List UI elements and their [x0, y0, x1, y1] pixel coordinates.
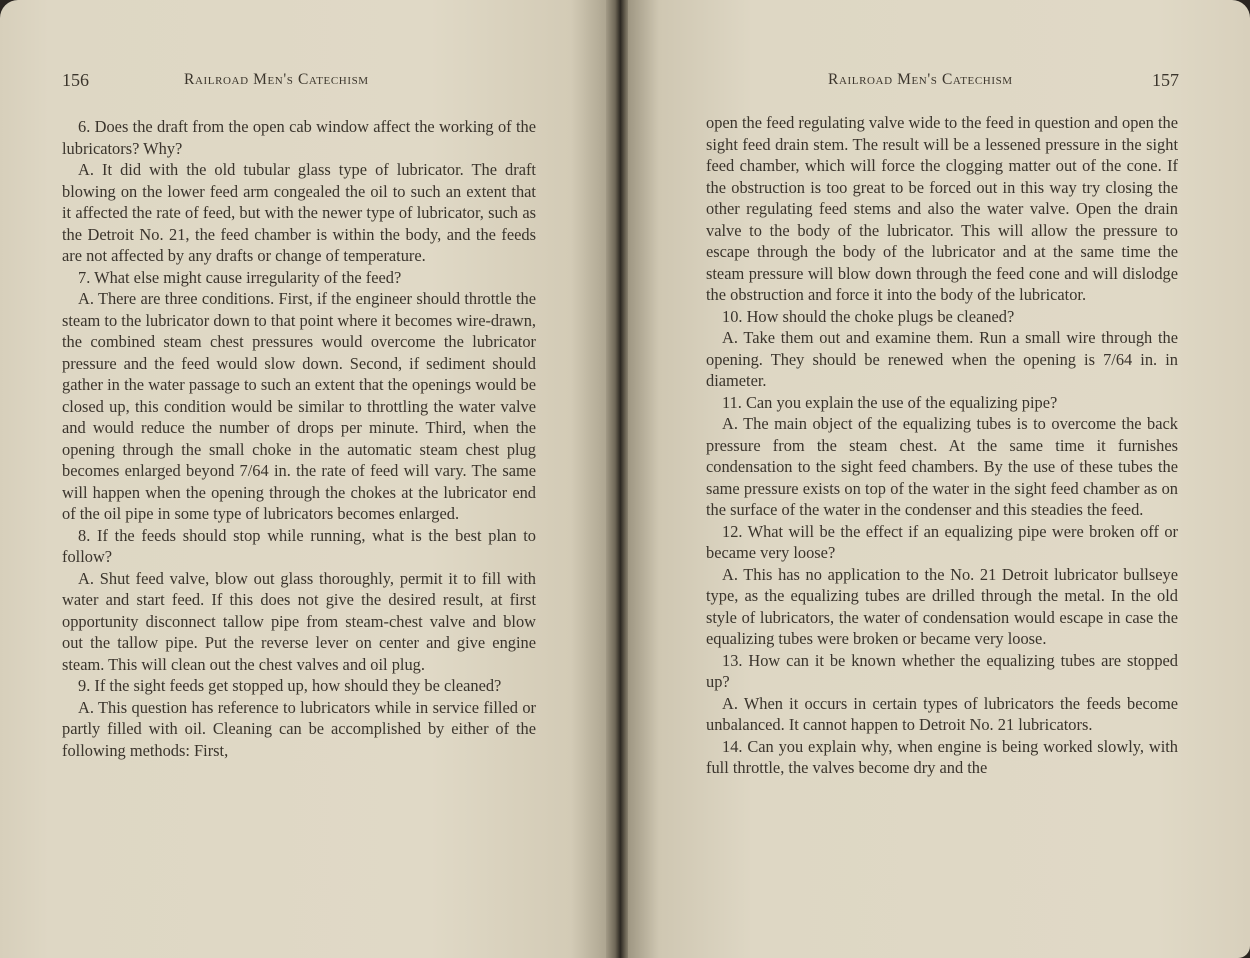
left-page — [0, 0, 614, 958]
right-page — [628, 0, 1250, 958]
paragraph: A. There are three conditions. First, if the engineer should throttle the steam to the lubricator down to that point where it becomes wire-drawn, the combined steam chest pressures would overcome the lubricator pressure and the feed would slow down. Second, if sediment should gather in the water passage to such an extent that the openings would be closed up, this condition would be similar to throttling the water valve and would reduce the number of drops per minute. Third, when the opening through the small choke in the automatic steam chest plug becomes enlarged beyond 7/64 in. the rate of feed will vary. The same will happen when the opening through the chokes at the lubricator end of the oil pipe in some type of lubricators becomes enlarged. — [62, 289, 536, 523]
paragraph: A. It did with the old tubular glass type of lubricator. The draft blowing on the lower feed arm congealed the oil to such an extent that it affected the rate of feed, but with the newer type of lubricator, such as the Detroit No. 21, the feed chamber is within the body, and the feeds are not affected by any drafts or change of temperature. — [62, 160, 536, 265]
paragraph: A. This question has reference to lubricators while in service filled or partly filled with oil. Cleaning can be accomplished by either of the following methods: First, — [62, 697, 536, 760]
paragraph: 8. If the feeds should stop while running, what is the best plan to follow? — [62, 525, 536, 566]
paragraph: 9. If the sight feeds get stopped up, how should they be cleaned? — [78, 676, 502, 695]
paragraph: 11. Can you explain the use of the equalizing pipe? — [722, 392, 1058, 412]
paragraph: A. This has no application to the No. 21 Detroit lubricator bullseye type, as the equalizing tubes are drilled through the metal. In the old style of lubricators, the water of condensation would escape in case the equalizing tubes were broken or became very loose. — [706, 564, 1178, 648]
paragraph: open the feed regulating valve wide to the feed in question and open the sight feed drain stem. The result will be a lessened pressure in the sight feed chamber, which will force the clogging matter out of the cone. If the obstruction is too great to be forced out in this way try closing the other regulating feed stems and also the water valve. Open the drain valve to the body of the lubricator. This will allow the pressure to escape through the body of the lubricator and at the same time the steam pressure will blow down through the feed cone and will dislodge the obstruction and force it into the body of the lubricator. — [706, 113, 1178, 304]
paragraph: 12. What will be the effect if an equalizing pipe were broken off or became very loose? — [706, 521, 1178, 562]
page-number: 156 — [62, 70, 89, 90]
paragraph: A. When it occurs in certain types of lubricators the feeds become unbalanced. It cannot happen to Detroit No. 21 lubricators. — [706, 693, 1178, 734]
paragraph: 10. How should the choke plugs be cleaned? — [722, 306, 1015, 326]
running-head: Railroad Men's Catechism — [828, 71, 1013, 88]
running-head: Railroad Men's Catechism — [184, 71, 369, 88]
paragraph: 13. How can it be known whether the equalizing tubes are stopped up? — [706, 650, 1178, 691]
paragraph: 6. Does the draft from the open cab window affect the working of the lubricators? Why? — [62, 117, 536, 158]
paragraph: 14. Can you explain why, when engine is being worked slowly, with full throttle, the valves become dry and the — [706, 736, 1178, 777]
paragraph: 7. What else might cause irregularity of the feed? — [78, 267, 402, 287]
paragraph: A. Take them out and examine them. Run a small wire through the opening. They should be renewed when the opening is 7/64 in. in diameter. — [706, 328, 1178, 390]
page-body — [706, 112, 1178, 779]
paragraph: A. Shut feed valve, blow out glass thoroughly, permit it to fill with water and start feed. If this does not give the desired result, at first opportunity disconnect tallow pipe from steam-chest valve and blow out the tallow pipe. Put the reverse lever on center and give engine steam. This will clean out the chest valves and oil plug. — [62, 568, 536, 674]
page-body — [62, 116, 536, 761]
paragraph: A. The main object of the equalizing tubes is to overcome the back pressure from the steam chest. At the same time it furnishes condensation to the sight feed chambers. By the use of these tubes the same pressure exists on top of the water in the sight feed chamber as on the surface of the water in the condenser and this steadies the feed. — [706, 414, 1178, 519]
page-number: 157 — [1152, 70, 1179, 90]
